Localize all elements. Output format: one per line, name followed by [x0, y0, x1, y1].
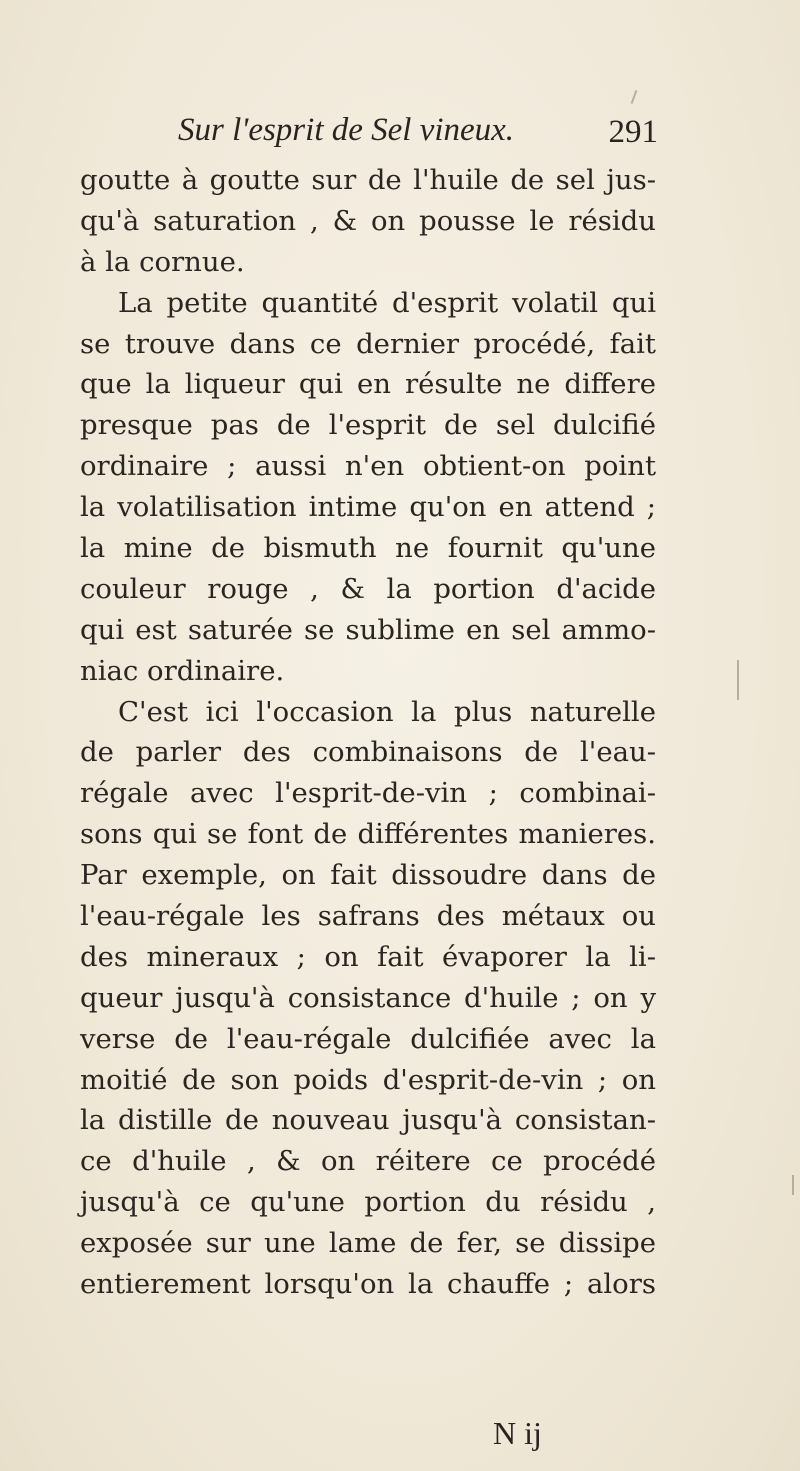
text-line: qui est saturée se sublime en sel ammo-	[80, 613, 656, 646]
margin-mark	[792, 1175, 794, 1195]
text-line: sons qui se font de différentes manieres.	[80, 818, 656, 851]
text-line: entierement lorsqu'on la chauffe ; alors	[80, 1268, 656, 1301]
text-line: niac ordinaire.	[80, 654, 285, 687]
text-line: verse de l'eau-régale dulcifiée avec la	[80, 1022, 656, 1055]
body-text	[80, 160, 656, 1305]
text-line: la volatilisation intime qu'on en attend ;	[80, 491, 656, 524]
text-line: queur jusqu'à consistance d'huile ; on y	[80, 981, 656, 1014]
text-line: régale avec l'esprit-de-vin ; combinai-	[80, 777, 656, 810]
running-title: Sur l'esprit de Sel vineux.	[178, 112, 515, 148]
text-line: que la liqueur qui en résulte ne differe	[80, 368, 656, 401]
text-line: l'eau-régale les safrans des métaux ou	[80, 900, 656, 933]
text-line: couleur rouge , & la portion d'acide	[80, 572, 656, 605]
text-line: ordinaire ; aussi n'en obtient-on point	[80, 450, 656, 483]
text-line: goutte à goutte sur de l'huile de sel jus-	[80, 164, 656, 196]
text-line: de parler des combinaisons de l'eau-	[80, 736, 656, 769]
text-line: des mineraux ; on fait évaporer la li-	[80, 940, 656, 973]
text-line: ce d'huile , & on réitere ce procédé	[80, 1145, 656, 1178]
text-line: C'est ici l'occasion la plus naturelle	[118, 695, 656, 728]
text-line: la mine de bismuth ne fournit qu'une	[80, 532, 656, 565]
margin-mark	[631, 90, 638, 104]
text-line: La petite quantité d'esprit volatil qui	[118, 286, 656, 319]
text-line: exposée sur une lame de fer, se dissipe	[80, 1227, 656, 1260]
text-line: moitié de son poids d'esprit-de-vin ; on	[80, 1063, 656, 1096]
signature-mark: N ij	[493, 1415, 542, 1451]
page-number: 291	[608, 114, 658, 150]
text-line: la distille de nouveau jusqu'à consistan-	[80, 1104, 656, 1137]
text-line: jusqu'à ce qu'une portion du résidu ,	[80, 1186, 656, 1219]
text-line: à la cornue.	[80, 245, 245, 278]
text-line: qu'à saturation , & on pousse le résidu	[80, 204, 656, 237]
text-line: se trouve dans ce dernier procédé, fait	[80, 327, 656, 360]
text-line: presque pas de l'esprit de sel dulcifié	[80, 409, 656, 442]
text-line: Par exemple, on fait dissoudre dans de	[80, 859, 656, 892]
page-header	[178, 112, 678, 158]
margin-mark	[737, 660, 739, 700]
